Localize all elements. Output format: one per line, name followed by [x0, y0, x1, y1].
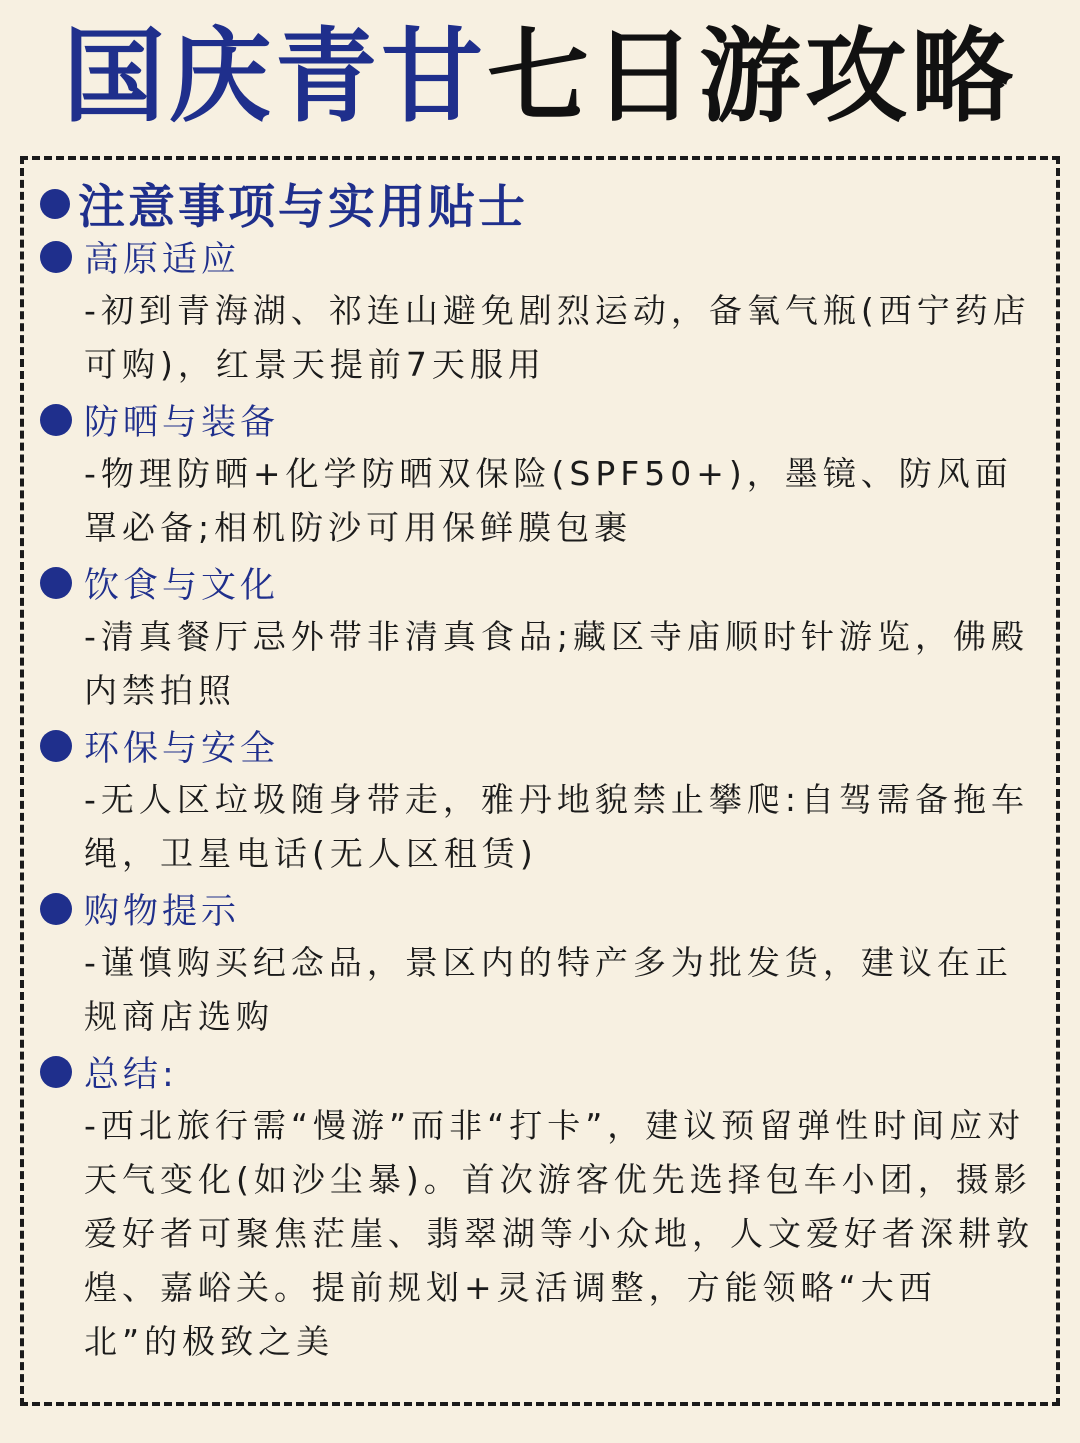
tip-body: -无人区垃圾随身带走，雅丹地貌禁止攀爬:自驾需备拖车绳，卫星电话(无人区租赁) — [84, 780, 1030, 873]
tip-summary — [40, 1045, 1040, 1369]
tip-title: 高原适应 — [84, 240, 241, 280]
page-title — [0, 18, 1080, 138]
title-part-blue: 国庆青甘 — [63, 18, 487, 137]
tip-food-culture — [40, 556, 1040, 718]
tip-body: -西北旅行需“慢游”而非“打卡”，建议预留弹性时间应对天气变化(如沙尘暴)。首次游客优先选择包车小团，摄影爱好者可聚焦茫崖、翡翠湖等小众地，人文爱好者深耕敦煌、嘉峪关。提前规划+灵活调整，方能领略“大西北”的极致之美 — [84, 1106, 1034, 1361]
tip-title: 防晒与装备 — [84, 403, 280, 443]
section-heading — [40, 170, 528, 237]
title-part-black: 七日游攻略 — [487, 18, 1017, 137]
tip-altitude — [40, 230, 1040, 392]
tip-title: 总结: — [84, 1055, 178, 1095]
tip-title-row — [40, 882, 1040, 936]
tip-title-row — [40, 556, 1040, 610]
tip-title: 购物提示 — [84, 892, 241, 932]
tip-shopping — [40, 882, 1040, 1044]
tip-title-row — [40, 393, 1040, 447]
tip-title-row — [40, 230, 1040, 284]
tip-environment-safety — [40, 719, 1040, 881]
tips-box — [20, 156, 1060, 1406]
bullet-dot-icon — [40, 893, 72, 925]
bullet-dot-icon — [40, 1056, 72, 1088]
bullet-dot-icon — [40, 404, 72, 436]
tip-title: 环保与安全 — [84, 729, 280, 769]
tip-body: -初到青海湖、祁连山避免剧烈运动，备氧气瓶(西宁药店可购)，红景天提前7天服用 — [84, 291, 1031, 384]
tip-sun-protection — [40, 393, 1040, 555]
section-heading-text: 注意事项与实用贴士 — [78, 180, 528, 235]
tip-body: -物理防晒+化学防晒双保险(SPF50+)，墨镜、防风面罩必备;相机防沙可用保鲜膜包裹 — [84, 454, 1013, 547]
tip-body: -清真餐厅忌外带非清真食品;藏区寺庙顺时针游览，佛殿内禁拍照 — [84, 617, 1030, 710]
bullet-dot-icon — [40, 189, 70, 219]
tip-body: -谨慎购买纪念品，景区内的特产多为批发货，建议在正规商店选购 — [84, 943, 1013, 1036]
bullet-dot-icon — [40, 241, 72, 273]
bullet-dot-icon — [40, 567, 72, 599]
tip-title-row — [40, 719, 1040, 773]
bullet-dot-icon — [40, 730, 72, 762]
tip-title-row — [40, 1045, 1040, 1099]
tip-title: 饮食与文化 — [84, 566, 280, 606]
